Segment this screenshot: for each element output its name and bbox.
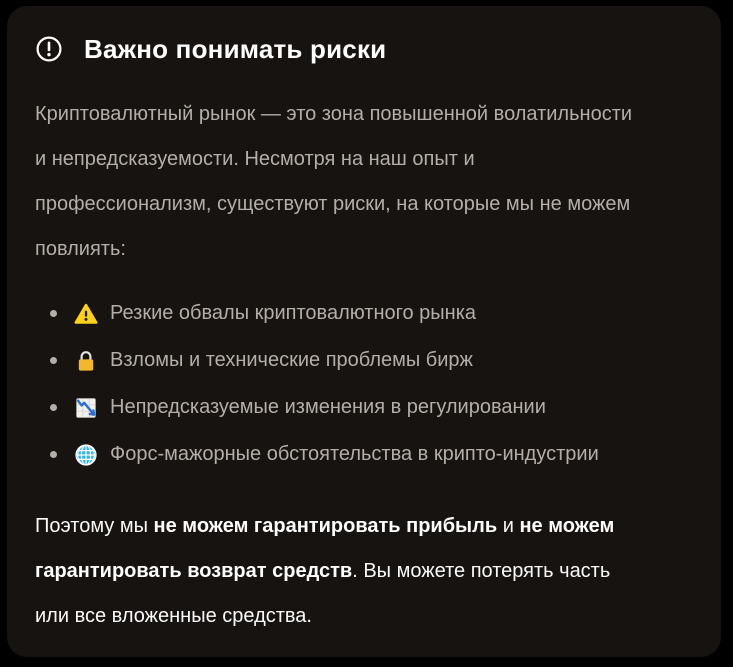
card-header [35,32,693,66]
bullet-dot [50,357,57,364]
risk-item-regulation-changes [35,384,693,431]
globe-icon [74,443,98,467]
alert-circle-icon [35,35,63,63]
conclusion-text-prefix: Поэтому мы [35,515,154,537]
risk-text: Взломы и технические проблемы бирж [110,349,473,371]
risk-warning-card [7,6,721,657]
conclusion-text-middle: и [497,515,520,537]
risk-item-market-crash [35,290,693,337]
bullet-dot [50,310,57,317]
conclusion-text-suffix: . Вы можете потерять часть или все вложенные средства. [35,560,611,627]
chart-decreasing-icon [74,396,98,420]
intro-paragraph: Криптовалютный рынок — это зона повышенной волатильности и непредсказуемости. Несмотря на наш опыт и профессионализм, существуют риски, на которые мы не можем повлиять: [35,103,633,260]
risk-text: Форс-мажорные обстоятельства в крипто-индустрии [110,443,599,465]
risk-list [35,290,693,478]
conclusion-paragraph [35,504,647,639]
bullet-dot [50,451,57,458]
conclusion-bold-no-profit-guarantee: не можем гарантировать прибыль [153,515,498,537]
conclusion-bold-no-refund-guarantee: не можем гарантировать возврат средств [35,515,615,582]
bullet-dot [50,404,57,411]
warning-triangle-icon [74,302,98,326]
lock-icon [74,349,98,373]
card-title: Важно понимать риски [84,34,387,64]
risk-item-exchange-hacks [35,337,693,384]
risk-item-force-majeure [35,431,693,478]
risk-text: Резкие обвалы криптовалютного рынка [110,302,477,324]
risk-text: Непредсказуемые изменения в регулировании [110,396,546,418]
